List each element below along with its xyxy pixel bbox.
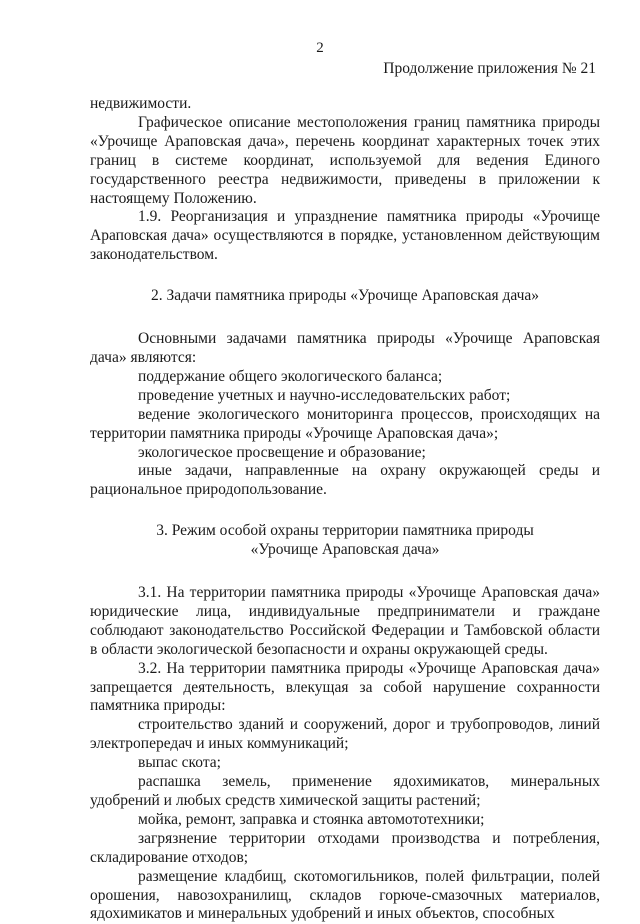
list-item: проведение учетных и научно-исследовательских работ; [138,386,511,404]
page-number: 2 [316,40,324,56]
list-item: ведение экологического мониторинга процессов, происходящих на территории памятника природы «Урочище Араповская дача»; [90,405,600,442]
list-item: строительство зданий и сооружений, дорог и трубопроводов, линий электропередач и иных коммуникаций; [90,716,600,753]
list-item: мойка, ремонт, заправка и стоянка автомототехники; [138,810,485,828]
section-3-heading [90,522,600,560]
paragraph: 3.2. На территории памятника природы «Урочище Араповская дача» запрещается деятельность, влекущая за собой нарушение сохранности памятника природы: [90,659,600,715]
section-2-heading: 2. Задачи памятника природы «Урочище Араповская дача» [150,287,540,305]
paragraph: Графическое описание местоположения границ памятника природы «Урочище Араповская дача», перечень координат характерных точек этих границ в системе координат, используемой для ведения Единого государственного реестра недвижимости, приведены в приложении к настоящему Положению. [90,113,600,207]
list-item: загрязнение территории отходами производства и потребления, складирование отходов; [90,829,600,866]
paragraph: недвижимости. [90,95,192,112]
list-item: поддержание общего экологического баланса; [138,367,443,385]
list-item: выпас скота; [138,754,221,772]
list-item: распашка земель, применение ядохимикатов, минеральных удобрений и любых средств химической защиты растений; [90,773,600,809]
section-3-heading-line: «Урочище Араповская дача» [250,541,440,559]
section-3-heading-line: 3. Режим особой охраны территории памятника природы [156,522,534,540]
paragraph: 3.1. На территории памятника природы «Урочище Араповская дача» юридические лица, индивидуальные предприниматели и граждане соблюдают законодательство Российской Федерации и Тамбовской области в области экологической безопасности и охраны окружающей среды. [90,584,600,658]
list-item: экологическое просвещение и образование; [138,443,426,461]
list-item: иные задачи, направленные на охрану окружающей среды и рациональное природопользование. [90,462,600,499]
paragraph: 1.9. Реорганизация и упразднение памятника природы «Урочище Араповская дача» осуществляются в порядке, установленном действующим законодательством. [90,208,600,264]
list-item: размещение кладбищ, скотомогильников, полей фильтрации, полей орошения, навозохранилищ, складов горюче-смазочных материалов, ядохимикатов и минеральных удобрений и иных объектов, способных [90,867,600,923]
paragraph: Основными задачами памятника природы «Урочище Араповская дача» являются: [90,330,600,366]
appendix-continuation-note: Продолжение приложения № 21 [383,60,596,77]
document-body [90,95,600,924]
